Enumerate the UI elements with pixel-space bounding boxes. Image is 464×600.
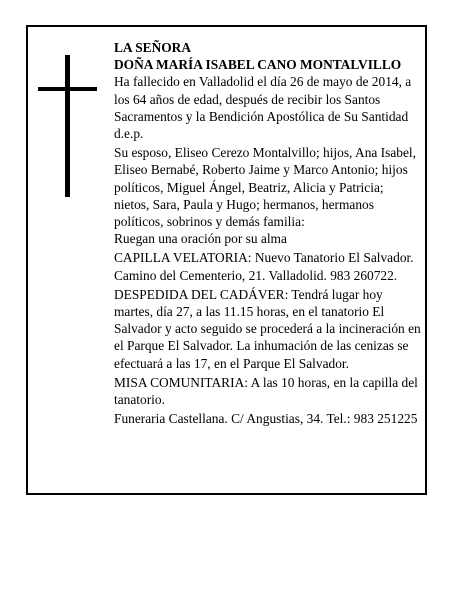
cross-vertical-bar bbox=[65, 55, 70, 197]
obituary-text bbox=[114, 39, 422, 427]
title-line-1: LA SEÑORA bbox=[114, 40, 192, 55]
death-paragraph: Ha fallecido en Valladolid el día 26 de mayo de 2014, a los 64 años de edad, después de recibir los Santos Sacramentos y la Bendición Apostólica de Su Santidad d.e.p. bbox=[114, 74, 412, 142]
deceased-name: DOÑA MARÍA ISABEL CANO MONTALVILLO bbox=[114, 57, 402, 73]
cross-horizontal-bar bbox=[38, 87, 97, 91]
funeral-home-paragraph: Funeraria Castellana. C/ Angustias, 34. Tel.: 983 251225 bbox=[114, 411, 418, 427]
mass-paragraph: MISA COMUNITARIA: A las 10 horas, en la capilla del tanatorio. bbox=[114, 374, 418, 408]
chapel-paragraph: CAPILLA VELATORIA: Nuevo Tanatorio El Salvador. Camino del Cementerio, 21. Valladolid. 983 260722. bbox=[114, 250, 414, 283]
farewell-paragraph: DESPEDIDA DEL CADÁVER: Tendrá lugar hoy martes, día 27, a las 11.15 horas, en el tanatorio El Salvador y acto seguido se procederá a la incineración en el Parque El Salvador. La inhumación de las cenizas se efectuará a las 17, en el Parque El Salvador. bbox=[114, 286, 421, 371]
family-paragraph: Su esposo, Eliseo Cerezo Montalvillo; hijos, Ana Isabel, Eliseo Bernabé, Roberto Jaime y Marco Antonio; hijos políticos, Miguel Ángel, Beatriz, Alicia y Patricia; nietos, Sara, Paula y Hugo; hermanos, hermanos políticos, sobrinos y demás familia: bbox=[114, 145, 416, 230]
prayer-paragraph: Ruegan una oración por su alma bbox=[114, 231, 287, 247]
